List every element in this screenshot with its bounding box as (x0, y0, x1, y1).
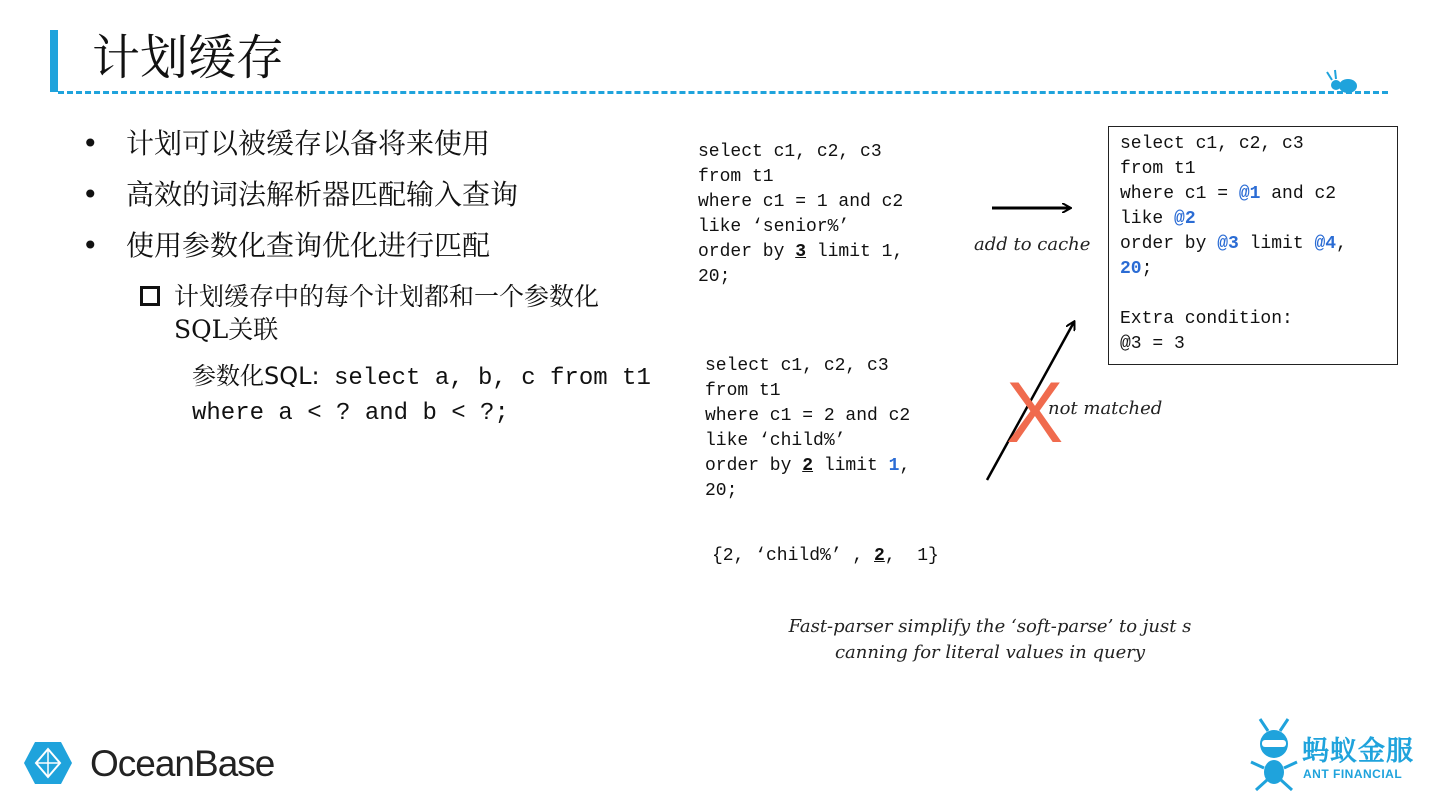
sub-bullet-line1: 计划缓存中的每个计划都和一个参数化 (174, 282, 600, 311)
page-title: 计划缓存 (92, 30, 285, 86)
param-sql-line1: select a, b, c from t1 (319, 365, 651, 392)
ant-financial-logo-cn: 蚂蚁金服 (1302, 736, 1414, 767)
not-matched-label: not matched (1048, 398, 1163, 419)
code-line: select c1, c2, c3 (1120, 134, 1304, 154)
code-fragment: order by (705, 456, 803, 476)
x-mark: X (1006, 365, 1064, 461)
code-line: from t1 (698, 167, 774, 187)
code-fragment: limit 1, (806, 242, 904, 262)
literal-value: 3 (795, 242, 807, 262)
bullet-dot: • (82, 178, 99, 211)
caption (700, 614, 1280, 666)
code-line: where c1 = 1 and c2 (698, 192, 904, 212)
code-fragment: limit (1238, 234, 1315, 254)
bullet-dot: • (82, 229, 99, 262)
code-line: like ‘child%’ (705, 431, 846, 451)
code-fragment: where c1 = (1120, 184, 1239, 204)
code-fragment: , 1} (884, 546, 939, 566)
param-placeholder: @2 (1174, 209, 1196, 229)
code-line: select c1, c2, c3 (698, 142, 882, 162)
code-fragment: limit (813, 456, 889, 476)
extra-condition-label: Extra condition: (1120, 309, 1293, 329)
param-placeholder: @3 (1217, 234, 1239, 254)
code-fragment: and c2 (1260, 184, 1337, 204)
extra-condition-value: @3 = 3 (1120, 334, 1185, 354)
sub-bullet-line2: SQL关联 (174, 315, 279, 344)
code-fragment: order by (698, 242, 796, 262)
code-line: 20; (705, 481, 738, 501)
code-line: from t1 (705, 381, 781, 401)
bullet-text: 计划可以被缓存以备将来使用 (126, 127, 491, 160)
oceanbase-logo-text: OceanBase (90, 743, 275, 784)
code-line: from t1 (1120, 159, 1196, 179)
ant-financial-logo-en: ANT FINANCIAL (1303, 767, 1403, 781)
param-placeholder: 20 (1120, 259, 1142, 279)
code-fragment: {2, ‘child%’ , (712, 546, 875, 566)
oceanbase-logo-icon (22, 740, 74, 786)
code-fragment: , (1336, 234, 1347, 254)
bullet-dot: • (82, 127, 99, 160)
add-to-cache-label: add to cache (974, 234, 1091, 255)
caption-line1: Fast-parser simplify the ‘soft-parse’ to just s (788, 616, 1192, 637)
ant-financial-logo-icon (1248, 716, 1300, 792)
bullet-text: 使用参数化查询优化进行匹配 (126, 229, 491, 262)
param-placeholder: @1 (1238, 184, 1261, 204)
param-sql-label: 参数化SQL: (192, 362, 320, 390)
code-line: select c1, c2, c3 (705, 356, 889, 376)
code-line: 20; (698, 267, 731, 287)
caption-line2: canning for literal values in query (834, 642, 1146, 663)
code-line: like ‘senior%’ (698, 217, 850, 237)
code-fragment: order by (1120, 234, 1218, 254)
param-sql-line2: where a < ? and b < ?; (192, 400, 509, 427)
code-fragment: , (899, 456, 911, 476)
param-placeholder: @4 (1314, 234, 1337, 254)
literal-value: 1 (888, 456, 900, 476)
code-fragment: like (1120, 209, 1175, 229)
literal-value: 2 (802, 456, 814, 476)
code-line: where c1 = 2 and c2 (705, 406, 911, 426)
literal-value: 2 (874, 546, 885, 566)
bullet-text: 高效的词法解析器匹配输入查询 (126, 178, 519, 211)
code-fragment: ; (1141, 259, 1153, 279)
